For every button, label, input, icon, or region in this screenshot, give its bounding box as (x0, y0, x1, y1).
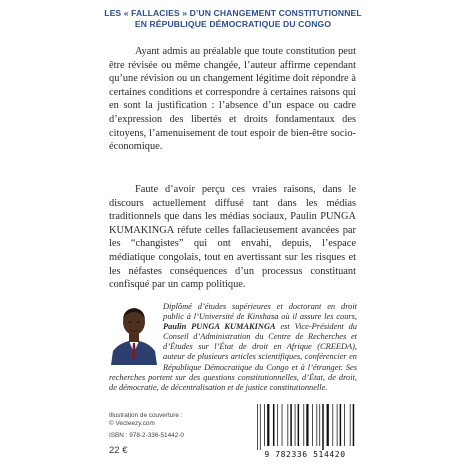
barcode-bar (260, 404, 261, 450)
summary-paragraph-1: Ayant admis au préalable que toute constitution peut être révisée ou même changée, l’auteur affirme cependant qu’une révision ou un changement légitime doit répondre à certaines conditions et correspondre à certaines raisons qui en sont la justification : l’absence d’un espace ou cadre d’expression des libertés et droits fondamentaux des citoyens, l’amenuisement de tout espoir de bien-être socio-économique. (109, 46, 356, 153)
cover-header (0, 8, 466, 29)
bio-author-name: Paulin PUNGA KUMAKINGA (163, 322, 276, 332)
barcode-bar (337, 404, 338, 446)
barcode-bar (319, 404, 320, 446)
barcode-bars-icon (253, 404, 357, 450)
credit-line-2: © Vecteezy.com (109, 420, 155, 427)
barcode-bar (264, 404, 265, 446)
credit-line-1: Illustration de couverture : (109, 412, 183, 419)
barcode-bar (298, 404, 300, 446)
barcode-bar (344, 404, 345, 446)
barcode-bar (287, 404, 288, 446)
barcode-bar (350, 404, 351, 446)
barcode-bar (290, 404, 292, 446)
barcode-bar (312, 404, 313, 446)
barcode-number: 9 782336 514420 (264, 450, 346, 459)
barcode-bar (257, 404, 258, 450)
barcode-bar (332, 404, 333, 446)
barcode-bar (340, 404, 342, 446)
barcode-bar (295, 404, 296, 446)
book-title-line-1: LES « FALLACIES » D’UN CHANGEMENT CONSTITUTIONNEL (104, 8, 362, 18)
book-title-line-2: EN RÉPUBLIQUE DÉMOCRATIQUE DU CONGO (134, 18, 332, 29)
barcode-bar (273, 404, 275, 446)
barcode-bar (303, 404, 304, 446)
isbn-label: ISBN : 978-2-336-51442-0 (109, 432, 184, 439)
price-label: 22 € (109, 445, 128, 456)
summary-paragraph-2: Faute d’avoir perçu ces vraies raisons, dans le discours actuellement diffusé tant dans les médias traditionnels que dans les médias sociaux, Paulin PUNGA KUMAKINGA réfute celles fallacieusement avancées par les “changistes” qui ont envahi, depuis, l’espace médiatique congolais, tout en avertissant sur les risques et les néfastes conséquences d’un processus constituant confisqué par un camp politique. (109, 184, 356, 291)
barcode-bar (327, 404, 329, 446)
barcode-bar (306, 404, 308, 446)
barcode-bar (322, 404, 324, 450)
barcode-bar (277, 404, 278, 446)
barcode-bar (316, 404, 317, 446)
bio-text-part-1: Diplômé d’études supérieures et doctorant en droit public à l’Université de Kinshasa où il assure les cours, (163, 302, 357, 322)
bio-text-part-2: est Vice-Président du Conseil d’Administration du Centre de Recherches et d’Études sur l’État de droit en Afrique (CREEDA), auteur de plusieurs articles scientifiques, conférencier en République Démocratique du Congo et à l’étranger. Ses recherches portent sur des questions constitutionnelles, d’État, de droit, de démocratie, de décentralisation et de justice constitutionnelle. (109, 322, 357, 392)
barcode-bar (282, 404, 283, 446)
barcode-bar (267, 404, 269, 446)
illustration-credit (109, 412, 183, 428)
barcode-bar (353, 404, 355, 446)
author-biography (109, 302, 357, 393)
